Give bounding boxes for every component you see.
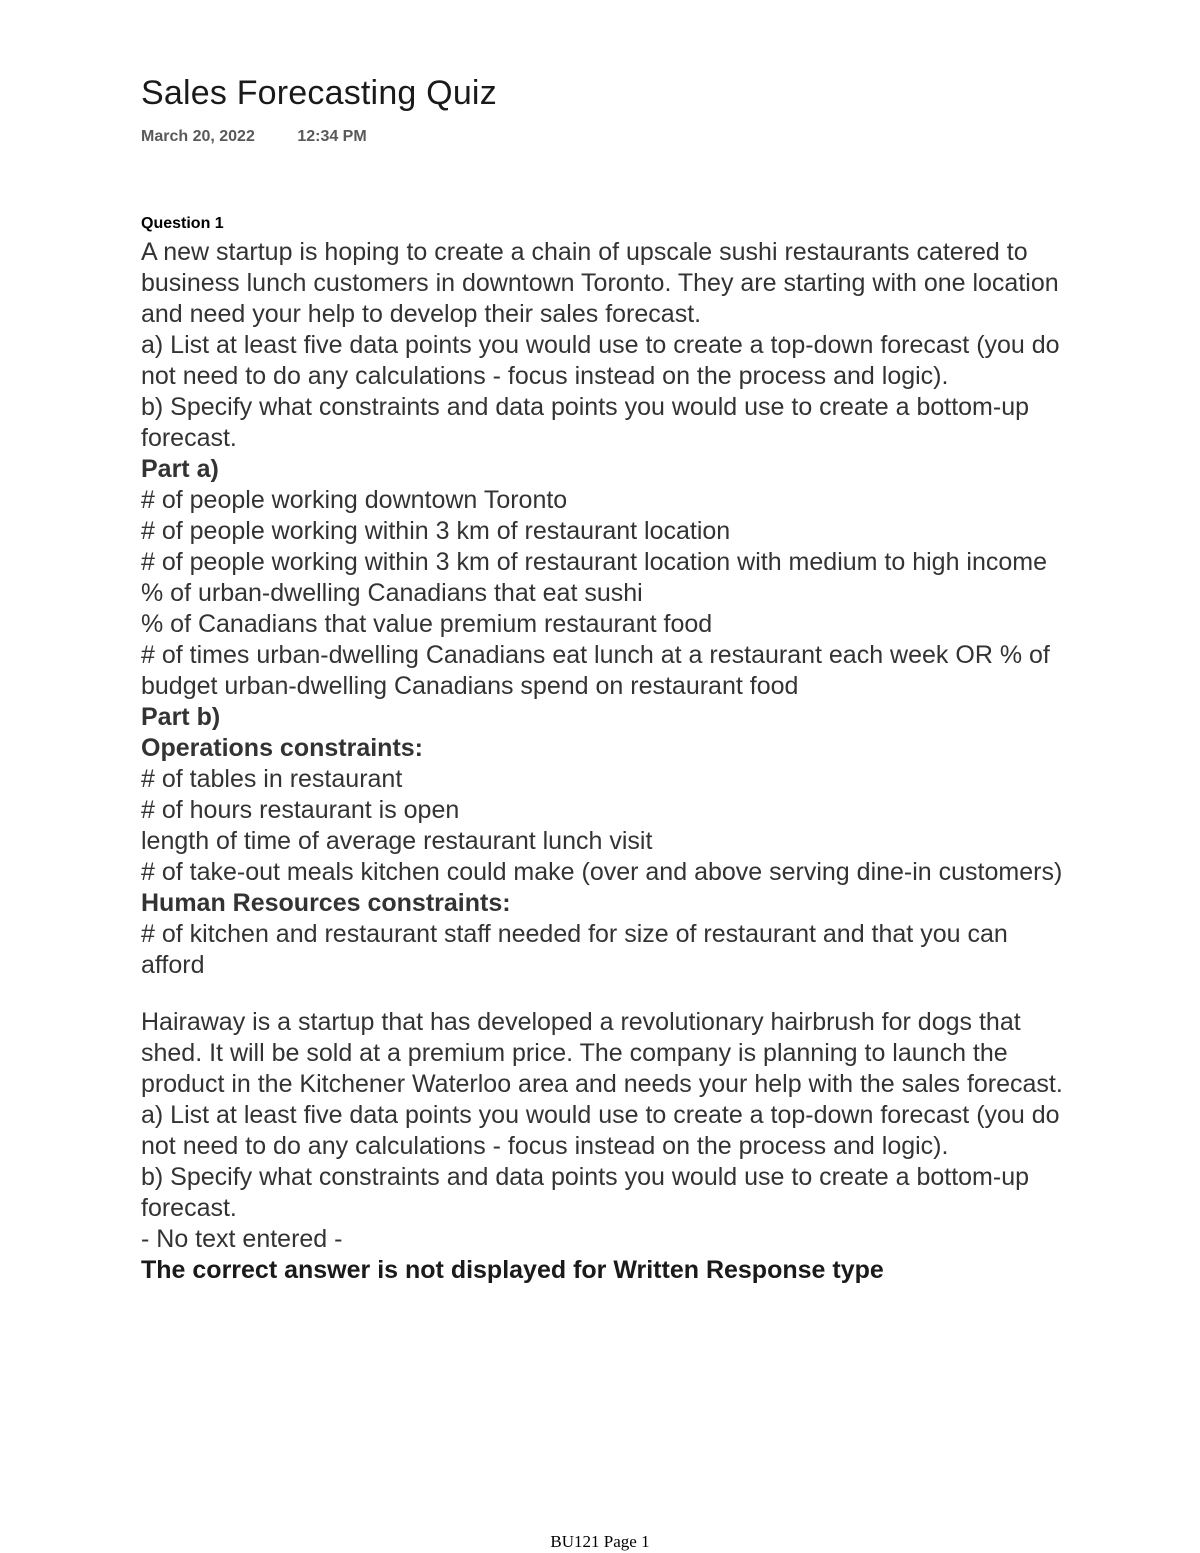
list-item: # of people working downtown Toronto: [141, 486, 568, 514]
list-item: # of people working within 3 km of restaurant location with medium to high income: [141, 548, 1048, 576]
q2-part-b-prompt: b) Specify what constraints and data points you would use to create a bottom-up forecast.: [141, 1163, 1030, 1222]
part-b-heading: Part b): [141, 703, 221, 731]
no-text-entered: - No text entered -: [141, 1225, 343, 1253]
hr-heading: Human Resources constraints:: [141, 889, 511, 917]
q2-part-a-prompt: a) List at least five data points you would use to create a top-down forecast (you do not need to do any calculations - focus instead on the process and logic).: [141, 1101, 1060, 1160]
question-label: Question 1: [141, 215, 224, 232]
q2-prompt: Hairaway is a startup that has developed a revolutionary hairbrush for dogs that shed. It will be sold at a premium price. The company is planning to launch the product in the Kitchener Waterloo area and needs your help with the sales forecast.: [141, 1008, 1063, 1098]
list-item: % of urban-dwelling Canadians that eat sushi: [141, 579, 643, 607]
page-date: March 20, 2022: [141, 128, 255, 145]
page-title: Sales Forecasting Quiz: [141, 74, 497, 112]
question-body: [141, 237, 1071, 1286]
list-item: # of people working within 3 km of restaurant location: [141, 517, 731, 545]
q1-part-b-prompt: b) Specify what constraints and data points you would use to create a bottom-up forecast.: [141, 393, 1030, 452]
correct-answer-note: The correct answer is not displayed for Written Response type: [141, 1256, 884, 1284]
list-item: # of hours restaurant is open: [141, 796, 460, 824]
list-item: # of times urban-dwelling Canadians eat lunch at a restaurant each week OR % of budget urban-dwelling Canadians spend on restaurant food: [141, 641, 1050, 700]
list-item: length of time of average restaurant lunch visit: [141, 827, 653, 855]
q1-part-a-prompt: a) List at least five data points you would use to create a top-down forecast (you do not need to do any calculations - focus instead on the process and logic).: [141, 331, 1060, 390]
spacer: [141, 981, 1071, 1007]
page-footer: BU121 Page 1: [550, 1532, 650, 1551]
part-a-heading: Part a): [141, 455, 219, 483]
list-item: # of kitchen and restaurant staff needed for size of restaurant and that you can afford: [141, 920, 1008, 979]
list-item: # of take-out meals kitchen could make (over and above serving dine-in customers): [141, 858, 1063, 886]
page-meta: [141, 128, 367, 146]
q1-prompt: A new startup is hoping to create a chain of upscale sushi restaurants catered to business lunch customers in downtown Toronto. They are starting with one location and need your help to develop their sales forecast.: [141, 238, 1059, 328]
list-item: # of tables in restaurant: [141, 765, 403, 793]
operations-heading: Operations constraints:: [141, 734, 423, 762]
list-item: % of Canadians that value premium restaurant food: [141, 610, 713, 638]
page-time: 12:34 PM: [297, 128, 367, 145]
